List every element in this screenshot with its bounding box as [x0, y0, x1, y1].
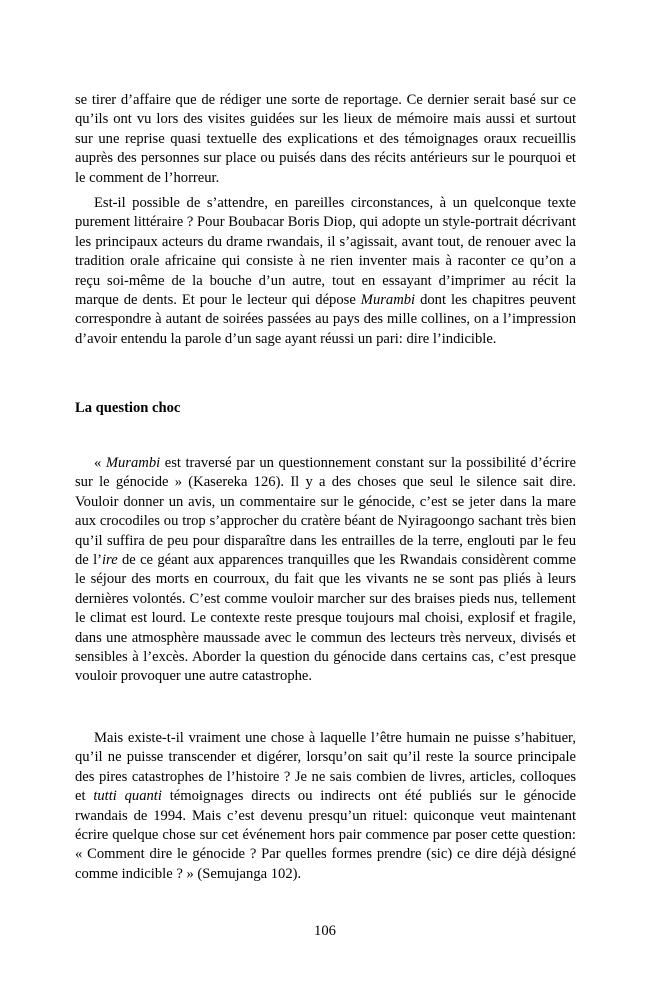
- italic-word: ire: [102, 552, 118, 569]
- paragraph-text: témoignages directs ou indirects ont été publiés sur le génocide rwandais de 1994. Mais c’est devenu presqu’un rituel: quiconque veut maintenant écrire quelque chose sur cet événement hors pair commence par poser cette question: « Comment dire le génocide ? Par quelles formes prendre (sic) ce dire déjà désigné comme indicible ? » (Semujanga 102).: [75, 788, 577, 882]
- italic-phrase: tutti quanti: [93, 788, 162, 805]
- paragraph-continuation: se tirer d’affaire que de rédiger une sorte de reportage. Ce dernier serait basé sur ce qu’ils ont vu lors des visites guidées sur les lieux de mémoire mais aussi et surtout sur une reprise quasi textuelle des explications et des témoignages oraux recueillis auprès des personnes sur place ou puisés dans des récits antérieurs sur le pourquoi et le comment de l’horreur.: [75, 92, 576, 186]
- body-text-block: [75, 729, 576, 884]
- section-heading: La question choc: [75, 400, 181, 416]
- book-title-italic: Murambi: [360, 292, 416, 309]
- book-title-italic: Murambi: [105, 455, 161, 471]
- paragraph-habituer: [75, 729, 576, 884]
- paragraph-text: Mais existe-t-il vraiment une chose à laquelle l’être humain ne puisse s’habituer, qu’il ne puisse transcender et digérer, lorsqu’on sait qu’il reste la source principale des pires catastrophes de l’histoire ? Je ne sais combien de livres, articles, colloques et: [75, 730, 576, 805]
- paragraph-question: [75, 454, 576, 687]
- body-text-block: [75, 194, 576, 349]
- paragraph-text: est traversé par un questionnement constant sur la possibilité d’écrire sur le génocide » (Kasereka 126). Il y a des choses que seul le silence sait dire. Vouloir donner un avis, un commentaire sur le génocide, c’est se jeter dans la mare aux crocodiles ou trop s’approcher du cratère béant de Nyiragoongo sachant très bien qu’il suffira de peu pour disparaître dans les entrailles de la terre, englouti par le feu de l’: [75, 455, 576, 569]
- body-text-block: [75, 454, 576, 687]
- paragraph-text: Est-il possible de s’attendre, en pareilles circonstances, à un quelconque texte purement littéraire ? Pour Boubacar Boris Diop, qui adopte un style-portrait décrivant les principaux acteurs du drame rwandais, il s’agissait, avant tout, de renouer avec la tradition orale africaine qui consiste à ne rien inventer mais à raconter ce qu’on a reçu soi-même de la bouche d’un autre, tout en essayant d’imprimer au récit la marque de dents. Et pour le lecteur qui dépose: [75, 195, 576, 309]
- page-number: 106: [314, 923, 336, 939]
- body-text-block: [75, 91, 576, 188]
- paragraph-diop: [75, 194, 576, 349]
- paragraph-text: de ce géant aux apparences tranquilles que les Rwandais considèrent comme le séjour des morts en courroux, du fait que les vivants ne se sont pas pliés à leurs dernières volontés. C’est comme vouloir marcher sur des braises pieds nus, tellement le climat est lourd. Le contexte reste presque toujours mal choisi, explosif et fragile, dans une atmosphère maussade avec le commun des lecteurs très nerveux, divisés et sensibles à l’excès. Aborder la question du génocide dans certains cas, c’est presque vouloir provoquer une autre catastrophe.: [75, 552, 576, 685]
- paragraph-text: «: [94, 455, 102, 471]
- paragraph-text: dont les chapitres peuvent correspondre à autant de soirées passées au pays des mille collines, on a l’impression d’avoir entendu la parole d’un sage ayant réussi un pari: dire l’indicible.: [75, 292, 576, 347]
